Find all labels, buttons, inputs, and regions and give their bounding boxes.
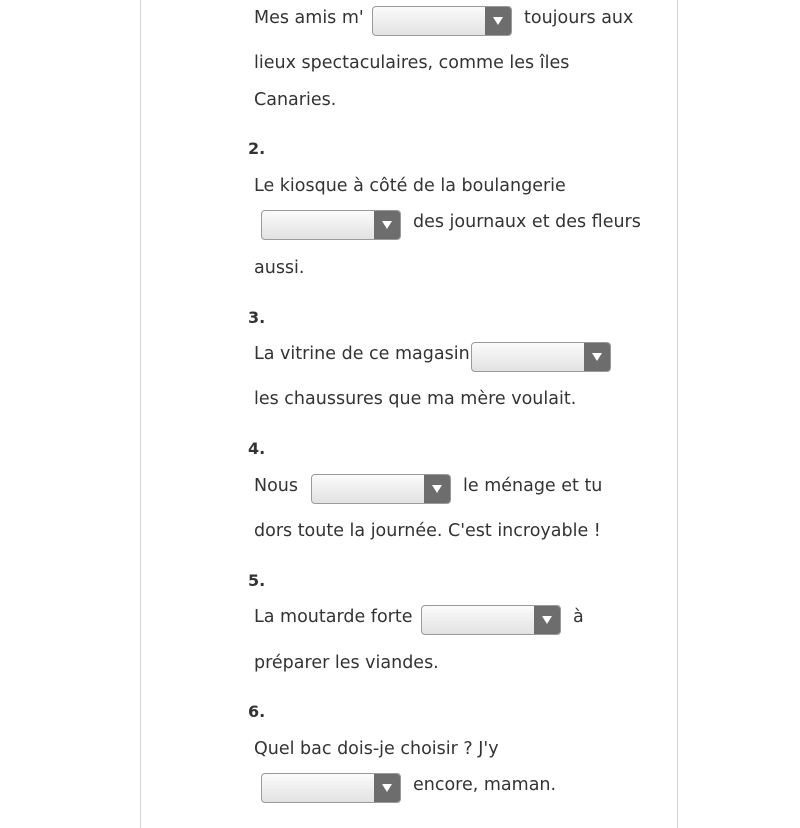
q4-number: 4. [248, 439, 266, 458]
q6-dropdown[interactable] [261, 773, 401, 803]
q1-text-line3: Canaries. [254, 90, 337, 110]
q2-dropdown[interactable] [261, 210, 401, 240]
q4-text-line2: dors toute la journée. C'est incroyable ! [254, 521, 601, 541]
q6-number: 6. [248, 702, 266, 721]
q1-text-line2: lieux spectaculaires, comme les îles [254, 53, 570, 73]
q1-dropdown[interactable] [372, 6, 512, 36]
q4-text-after: le ménage et tu [463, 476, 603, 496]
q4-text-before: Nous [254, 476, 299, 496]
q2-text-after: des journaux et des fleurs [413, 212, 641, 232]
q3-text-line2: les chaussures que ma mère voulait. [254, 389, 577, 409]
q5-dropdown[interactable] [421, 605, 561, 635]
q3-dropdown[interactable] [471, 342, 611, 372]
q4-dropdown[interactable] [311, 474, 451, 504]
q2-text-line3: aussi. [254, 258, 305, 278]
chevron-down-icon [374, 211, 400, 239]
q1-text-after: toujours aux [524, 8, 634, 28]
q6-text-after: encore, maman. [413, 775, 557, 795]
q5-text-line2: préparer les viandes. [254, 653, 439, 673]
q2-number: 2. [248, 139, 266, 158]
chevron-down-icon [424, 475, 450, 503]
q2-text-before: Le kiosque à côté de la boulangerie [254, 176, 566, 196]
chevron-down-icon [374, 774, 400, 802]
q6-text-before: Quel bac dois-je choisir ? J'y [254, 739, 499, 759]
chevron-down-icon [534, 606, 560, 634]
q5-text-before: La moutarde forte [254, 607, 413, 627]
chevron-down-icon [485, 7, 511, 35]
q3-number: 3. [248, 308, 266, 327]
q5-text-after: à [573, 607, 584, 627]
q5-number: 5. [248, 571, 266, 590]
chevron-down-icon [584, 343, 610, 371]
exercise-panel [140, 0, 678, 828]
q1-text-before: Mes amis m' [254, 8, 364, 28]
q3-text-before: La vitrine de ce magasin [254, 344, 470, 364]
